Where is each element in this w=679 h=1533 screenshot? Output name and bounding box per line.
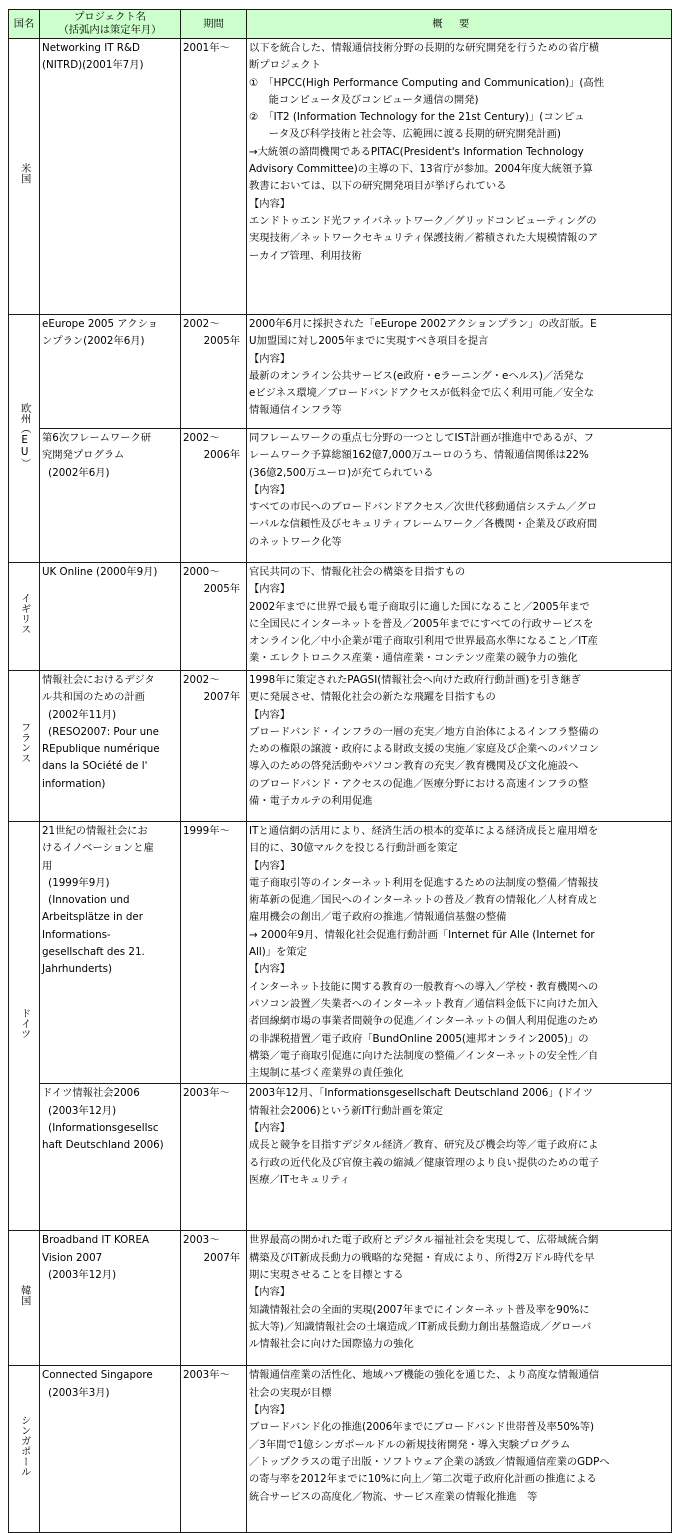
country-name: シンガポール: [18, 1415, 31, 1478]
cell-project: [40, 1366, 181, 1533]
cell-project: [40, 315, 181, 429]
project-line: 21世紀の情報社会にお: [42, 825, 148, 837]
summary-line: 【内容】: [249, 1122, 291, 1135]
summary-line: 以下を統合した、情報通信技術分野の長期的な研究開発を行うための省庁横: [249, 42, 600, 54]
summary-line: All)」を策定: [249, 946, 307, 959]
summary-line: 【内容】: [249, 1404, 291, 1417]
cell-summary: [247, 39, 672, 315]
summary-line: エンドトゥエンド光ファイバネットワーク／グリッドコンピューティングの: [249, 214, 597, 227]
header-country: 国名: [9, 10, 40, 39]
summary-line: すべての市民へのブロードバンドアクセス／次世代移動通信システム／グロ: [249, 501, 598, 514]
country-name: フランス: [18, 722, 31, 764]
summary-line: ータ及び科学技術と社会等、広範囲に渡る長期的研究開発計画): [268, 128, 561, 141]
cell-country: [9, 39, 40, 315]
cell-project: [40, 1084, 181, 1231]
cell-summary: [247, 822, 672, 1084]
summary-line: インターネット技能に関する教育の一般教育への導入／学校・教育機関への: [249, 980, 599, 993]
cell-summary: [247, 429, 672, 563]
project-line: ドイツ情報社会2006: [42, 1087, 140, 1100]
project-line: ル共和国のための計画: [42, 691, 145, 704]
project-line: (RESO2007: Pour une: [48, 725, 159, 738]
summary-line: 能コンピュータ及びコンピュータ通信の開発): [268, 93, 479, 106]
project-line: Jahrhunderts): [42, 963, 113, 976]
summary-line: レームワーク予算総額162億7,000万ユーロのうち、情報通信関係は22%: [249, 449, 589, 462]
project-line: ンプラン(2002年6月): [42, 335, 145, 348]
summary-line: ブロードバンド化の推進(2006年までにブロードバンド世帯普及率50%等): [249, 1421, 595, 1434]
summary-line: 更に発展させ、情報化社会の新たな飛躍を目指すもの: [249, 691, 496, 704]
country-name: イギリス: [18, 592, 31, 634]
summary-line: ITと通信網の活用により、経済生活の根本的変革による経済成長と雇用増を: [249, 825, 599, 837]
summary-line: ための権限の譲渡・政府による財政支援の実施／家庭及び企業へのパソコン: [249, 743, 599, 756]
summary-line: 社会の実現が目標: [249, 1386, 332, 1399]
table-row: [9, 429, 672, 563]
project-line: 究開発プログラム: [42, 449, 125, 462]
summary-line: 【内容】: [249, 583, 291, 596]
summary-line: 成長と競争を目指すデジタル経済／教育、研究及び機会均等／電子政府によ: [249, 1139, 599, 1152]
table-row: [9, 671, 672, 822]
summary-line: 【内容】: [249, 1286, 291, 1299]
project-line: gesellschaft des 21.: [42, 946, 145, 959]
summary-line: 備・電子カルテの利用促進: [249, 795, 373, 808]
cell-summary: [247, 563, 672, 671]
table-row: [9, 1084, 672, 1231]
project-line: information): [42, 777, 106, 790]
it-strategy-table: [8, 9, 672, 1533]
summary-line: ル情報社会に向けた国際協力の強化: [249, 1338, 414, 1351]
summary-line: 2003年12月、「Informationsgesellschaft Deutschland 2006」(ドイツ: [249, 1087, 594, 1100]
project-line: (Innovation und: [48, 894, 130, 907]
summary-line: 【内容】: [249, 483, 291, 496]
cell-country: [9, 1366, 40, 1533]
project-line: (2003年12月): [48, 1269, 117, 1282]
summary-line: 【内容】: [249, 859, 291, 872]
summary-line: る行政の近代化及び官僚主義の縮減／健康管理のより良い提供のための電子: [249, 1156, 600, 1169]
header-summary: 概要: [247, 10, 672, 39]
project-line: Connected Singapore: [42, 1369, 153, 1382]
project-line: (2002年11月): [48, 708, 117, 721]
summary-line: 2000年6月に採択された「eEurope 2002アクションプラン」の改訂版。E: [249, 318, 597, 330]
table-row: [9, 563, 672, 671]
summary-line: 断プロジェクト: [249, 59, 321, 72]
cell-period: 2002〜 2005年: [181, 315, 247, 429]
table-row: [9, 315, 672, 429]
cell-country: [9, 563, 40, 671]
project-line: Arbeitsplätze in der: [42, 911, 143, 924]
summary-line: 実現技術／ネットワークセキュリティ保護技術／蓄積された大規模情報のア: [249, 232, 599, 245]
summary-line: 情報通信インフラ等: [249, 404, 342, 417]
summary-line: 構築及びIT新成長動力の戦略的な発掘・育成により、所得2万ドル時代を早: [249, 1251, 595, 1264]
summary-line: 【内容】: [249, 708, 291, 721]
summary-line: ーカイブ管理、利用技術: [249, 249, 362, 262]
project-line: (Informationsgesellsc: [48, 1122, 159, 1135]
summary-line: の非課税措置／電子政府「BundOnline 2005(連邦オンライン2005)」の: [249, 1032, 589, 1045]
project-line: Broadband IT KOREA: [42, 1234, 149, 1247]
summary-line: オンライン化／中小企業が電子商取引利用で世界最高水準になること／IT産: [249, 635, 598, 648]
summary-line: のネットワーク化等: [249, 535, 342, 548]
country-name: 韓国: [18, 1285, 31, 1306]
country-name: 米国: [18, 163, 31, 184]
summary-line: U加盟国に対し2005年までに実現すべき項目を提言: [249, 335, 489, 348]
summary-line: ① 「HPCC(High Performance Computing and Communication)」(高性: [249, 76, 605, 89]
project-line: Informations-: [42, 928, 111, 941]
cell-summary: [247, 315, 672, 429]
cell-project: [40, 39, 181, 315]
cell-period: 2003〜 2007年: [181, 1231, 247, 1366]
cell-country: [9, 671, 40, 822]
summary-line: 1998年に策定されたPAGSI(情報社会へ向けた政府行動計画)を引き継ぎ: [249, 674, 581, 686]
summary-line: に全国民にインターネットを普及／2005年までにすべての行政サービスを: [249, 617, 594, 630]
summary-line: (36億2,500万ユーロ)が充てられている: [249, 466, 434, 479]
summary-line: 医療／ITセキュリティ: [249, 1173, 350, 1186]
cell-summary: [247, 671, 672, 822]
cell-period: 1999年〜: [181, 822, 247, 1084]
summary-line: 電子商取引等のインターネット利用を促進するための法制度の整備／情報技: [249, 876, 599, 889]
summary-line: 術革新の促進／国民へのインターネットの普及／教育の情報化／人材育成と: [249, 894, 599, 907]
header-row: [9, 10, 672, 39]
summary-line: 構築／電子商取引促進に向けた法制度の整備／インターネットの安全性／自: [249, 1049, 599, 1062]
cell-period: 2002〜 2006年: [181, 429, 247, 563]
table-body: [9, 39, 672, 1533]
table-row: [9, 1231, 672, 1366]
cell-period: 2000〜 2005年: [181, 563, 247, 671]
cell-summary: [247, 1084, 672, 1231]
summary-line: 導入のための啓発活動やパソコン教育の充実／教育機関及び文化施設へ: [249, 760, 579, 773]
summary-line: 【内容】: [249, 197, 291, 210]
project-line: けるイノベーションと雇: [42, 842, 154, 855]
summary-line: 情報社会2006)という新IT行動計画を策定: [249, 1104, 444, 1117]
summary-line: 教書においては、以下の研究開発項目が挙げられている: [249, 180, 507, 193]
summary-line: 【内容】: [249, 963, 291, 976]
table-row: [9, 1366, 672, 1533]
country-name: 欧州（EU）: [18, 402, 31, 468]
cell-period: 2002〜 2007年: [181, 671, 247, 822]
summary-line: ブロードバンド・インフラの一層の充実／地方自治体によるインフラ整備の: [249, 725, 599, 738]
cell-country: [9, 822, 40, 1231]
summary-line: 知識情報社会の全面的実現(2007年までにインターネット普及率を90%に: [249, 1303, 590, 1316]
cell-project: [40, 671, 181, 822]
summary-line: 最新のオンライン公共サービス(e政府・eラーニング・eヘルス)／活発な: [249, 369, 585, 382]
table-row: [9, 39, 672, 315]
cell-project: [40, 822, 181, 1084]
summary-line: の寄与率を2012年までに10%に向上／第二次電子政府化計画の推進による: [249, 1473, 597, 1486]
summary-line: パソコン設置／失業者へのインターネット教育／通信料金低下に向けた加入: [249, 997, 598, 1010]
project-line: 用: [42, 859, 53, 872]
summary-line: 拡大等)／知識情報社会の土壌造成／IT新成長動力創出基盤造成／グローバ: [249, 1320, 592, 1333]
summary-line: → 2000年9月、情報化社会促進行動計画「Internet für Alle (Internet for: [249, 928, 595, 941]
project-line: 情報社会におけるデジタ: [42, 674, 155, 686]
summary-line: 期に実現させることを目標とする: [249, 1269, 404, 1282]
summary-line: 統合サービスの高度化／物流、サービス産業の情報化推進 等: [249, 1490, 538, 1503]
table-row: [9, 822, 672, 1084]
summary-line: 【内容】: [249, 352, 291, 365]
summary-line: 目的に、30億マルクを投じる行動計画を策定: [249, 842, 458, 855]
summary-line: ーバルな信頼性及びセキュリティフレームワーク／各機関・企業及び政府間: [249, 518, 598, 531]
project-line: REpublique numérique: [42, 743, 160, 756]
project-line: eEurope 2005 アクショ: [42, 318, 158, 330]
summary-line: 2002年までに世界で最も電子商取引に適した国になること／2005年まで: [249, 600, 590, 613]
cell-project: [40, 563, 181, 671]
header-project: [40, 10, 181, 39]
cell-summary: [247, 1231, 672, 1366]
project-line: haft Deutschland 2006): [42, 1139, 164, 1152]
project-line: (2003年12月): [48, 1104, 117, 1117]
project-line: (2002年6月): [48, 466, 110, 479]
summary-line: 世界最高の開かれた電子政府とデジタル福祉社会を実現して、広帯域統合網: [249, 1234, 599, 1247]
summary-line: 業・エレクトロニクス産業・通信産業・コンテンツ産業の競争力の強化: [249, 652, 578, 665]
summary-line: のブロードバンド・アクセスの促進／医療分野における高速インフラの整: [249, 777, 589, 790]
cell-project: [40, 1231, 181, 1366]
summary-line: 情報通信産業の活性化、地域ハブ機能の強化を通じた、より高度な情報通信: [249, 1369, 600, 1382]
project-line: (2003年3月): [48, 1386, 110, 1399]
header-period: 期間: [181, 10, 247, 39]
summary-line: 者回線網市場の事業者間競争の促進／インターネットの個人利用促進のため: [249, 1015, 599, 1028]
project-line: UK Online (2000年9月): [42, 566, 158, 578]
header-project-label: プロジェクト名 （括弧内は策定年月）: [58, 11, 162, 36]
summary-line: Advisory Committee)の主導の下、13省庁が参加。2004年度大統領予算: [249, 163, 593, 176]
summary-line: ② 「IT2 (Information Technology for the 21st Century)」(コンピュ: [249, 111, 585, 124]
summary-line: 同フレームワークの重点七分野の一つとしてIST計画が推進中であるが、フ: [249, 432, 594, 444]
summary-line: ／トップクラスの電子出版・ソフトウェア企業の誘致／情報通信産業のGDPへ: [249, 1455, 610, 1468]
summary-line: 雇用機会の創出／電子政府の推進／情報通信基盤の整備: [249, 911, 507, 924]
cell-period: 2003年〜: [181, 1366, 247, 1533]
project-line: dans la SOciété de l': [42, 760, 148, 773]
cell-country: [9, 315, 40, 563]
project-line: Vision 2007: [42, 1251, 103, 1264]
cell-summary: [247, 1366, 672, 1533]
cell-period: 2001年〜: [181, 39, 247, 315]
cell-country: [9, 1231, 40, 1366]
cell-period: 2003年〜: [181, 1084, 247, 1231]
project-line: (NITRD)(2001年7月): [42, 59, 144, 72]
project-line: (1999年9月): [48, 876, 110, 889]
cell-project: [40, 429, 181, 563]
summary-line: eビジネス環境／ブロードバンドアクセスが低料金で広く利用可能／安全な: [249, 387, 594, 400]
project-line: Networking IT R&D: [42, 42, 140, 54]
country-name: ドイツ: [18, 1007, 31, 1039]
summary-line: ／3年間で1億シンガポールドルの新規技術開発・導入実験プログラム: [249, 1438, 571, 1451]
summary-line: →大統領の諮問機関であるPITAC(President's Information Technology: [249, 145, 584, 158]
project-line: 第6次フレームワーク研: [42, 432, 152, 444]
summary-line: 官民共同の下、情報化社会の構築を目指すもの: [249, 566, 466, 578]
summary-line: 主規制に基づく産業界の責任強化: [249, 1067, 404, 1080]
